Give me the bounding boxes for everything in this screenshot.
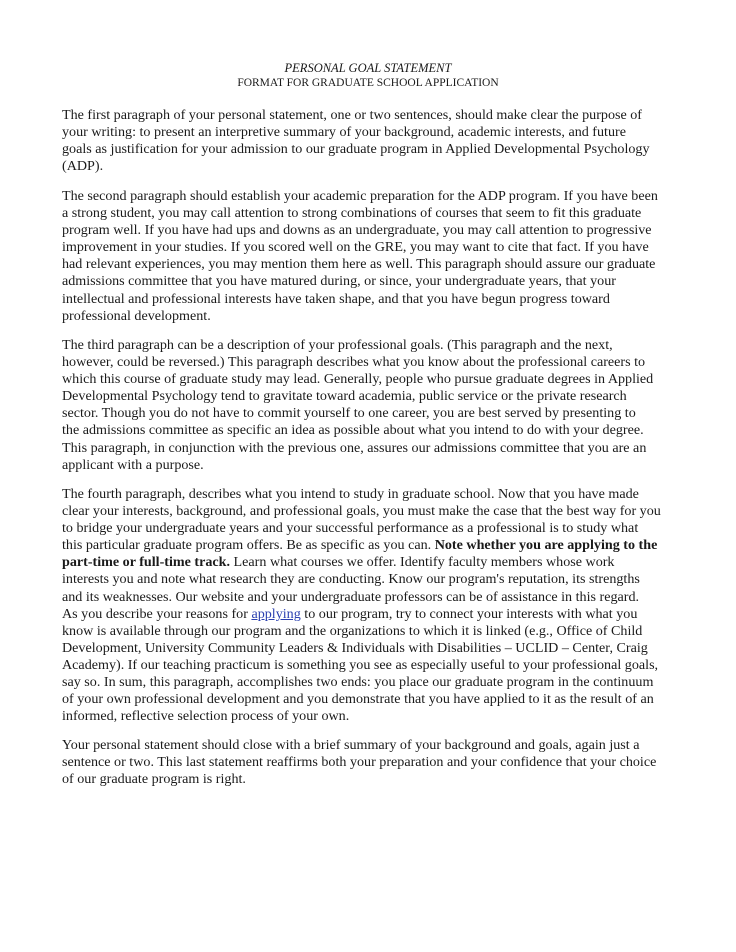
text-line: to bridge your undergraduate years and your successful performance as a professional is to study what [62, 520, 639, 537]
text-line: Development, University Community Leaders & Individuals with Disabilities – UCLID – Center, Craig [62, 639, 648, 656]
text-line: and its weaknesses. Our website and your undergraduate professors can be of assistance in this regard. [62, 588, 640, 605]
text-line: interests you and note what research they are conducting. Know our program's reputation, its strengths [62, 571, 640, 588]
document-title: PERSONAL GOAL STATEMENT [284, 61, 452, 75]
text-run: As you describe your reasons for [62, 605, 252, 622]
text-line: had relevant experiences, you may mention them here as well. This paragraph should assure our graduate [62, 256, 656, 273]
bold-emphasis: part-time or full-time track. [62, 554, 231, 571]
text-line: Academy). If our teaching practicum is something you see as especially useful to your professional goals, [62, 656, 659, 673]
text-line: say so. In sum, this paragraph, accomplishes two ends: you place our graduate program in the continuum [62, 674, 654, 691]
text-line: applicant with a purpose. [62, 456, 204, 473]
text-run: to our program, try to connect your interests with what you [300, 605, 638, 622]
text-line: sentence or two. This last statement reaffirms both your preparation and your confidence that your choice [62, 754, 657, 771]
text-run: this particular graduate program offers. Be as specific as you can. [62, 537, 435, 554]
text-line: The third paragraph can be a description of your professional goals. (This paragraph and the next, [62, 337, 613, 353]
text-line: Your personal statement should close with a brief summary of your background and goals, again just a [62, 737, 640, 753]
text-line: the admissions committee as specific an idea as possible about what you intend to do with your degree. [62, 422, 644, 439]
text-line: goals as justification for your admission to our graduate program in Applied Developmental Psychology [62, 141, 650, 158]
text-line: professional development. [62, 307, 211, 324]
text-line: your writing: to present an interpretive summary of your background, academic interests, and future [62, 124, 626, 141]
text-line: The first paragraph of your personal statement, one or two sentences, should make clear the purpose of [62, 107, 642, 123]
text-line: The second paragraph should establish your academic preparation for the ADP program. If you have been [62, 188, 658, 204]
text-line [62, 606, 661, 623]
paragraph-4 [62, 486, 661, 725]
paragraph-2 [62, 188, 658, 325]
text-line: improvement in your studies. If you scored well on the GRE, you may want to cite that fact. If you have [62, 239, 649, 256]
paragraph-3 [62, 337, 653, 474]
text-line: informed, reflective selection process of your own. [62, 708, 350, 725]
text-line: a strong student, you may call attention to strong combinations of courses that seem to fit this graduate [62, 205, 642, 222]
text-run: Learn what courses we offer. Identify faculty members whose work [230, 554, 615, 571]
text-line: program well. If you have had ups and downs as an undergraduate, you may call attention to progressive [62, 222, 652, 239]
bold-emphasis: Note whether you are applying to the [434, 537, 658, 554]
text-line: sector. Though you do not have to commit yourself to one career, you are best served by presenting to [62, 405, 636, 422]
applying-link[interactable]: applying [251, 605, 301, 622]
text-line: The fourth paragraph, describes what you intend to study in graduate school. Now that you have made [62, 486, 639, 502]
paragraph-1 [62, 107, 650, 175]
text-line: however, could be reversed.) This paragraph describes what you know about the professional careers to [62, 354, 646, 371]
text-line: Developmental Psychology tend to gravitate toward academia, public service or the private research [62, 388, 627, 405]
text-line: which this course of graduate study may lead. Generally, people who pursue graduate degrees in Applied [62, 371, 654, 388]
text-line: of your own professional development and you demonstrate that you have applied to it as the result of an [62, 691, 654, 708]
text-line: (ADP). [62, 158, 104, 175]
text-line [62, 537, 661, 554]
text-line [62, 554, 661, 571]
paragraph-5 [62, 737, 656, 788]
text-line: of our graduate program is right. [62, 771, 246, 788]
text-line: intellectual and professional interests have taken shape, and that you have begun progress toward [62, 290, 610, 307]
text-line: know is available through our program and the organizations to which it is linked (e.g., Office of Child [62, 622, 643, 639]
text-line: This paragraph, in conjunction with the previous one, assures our admissions committee that you are an [62, 439, 647, 456]
text-line: clear your interests, background, and professional goals, you must make the case that the best way for you [62, 503, 661, 520]
text-line: admissions committee that you have matured during, or since, your undergraduate years, that your [62, 273, 616, 290]
document-subtitle: FORMAT FOR GRADUATE SCHOOL APPLICATION [237, 77, 499, 89]
